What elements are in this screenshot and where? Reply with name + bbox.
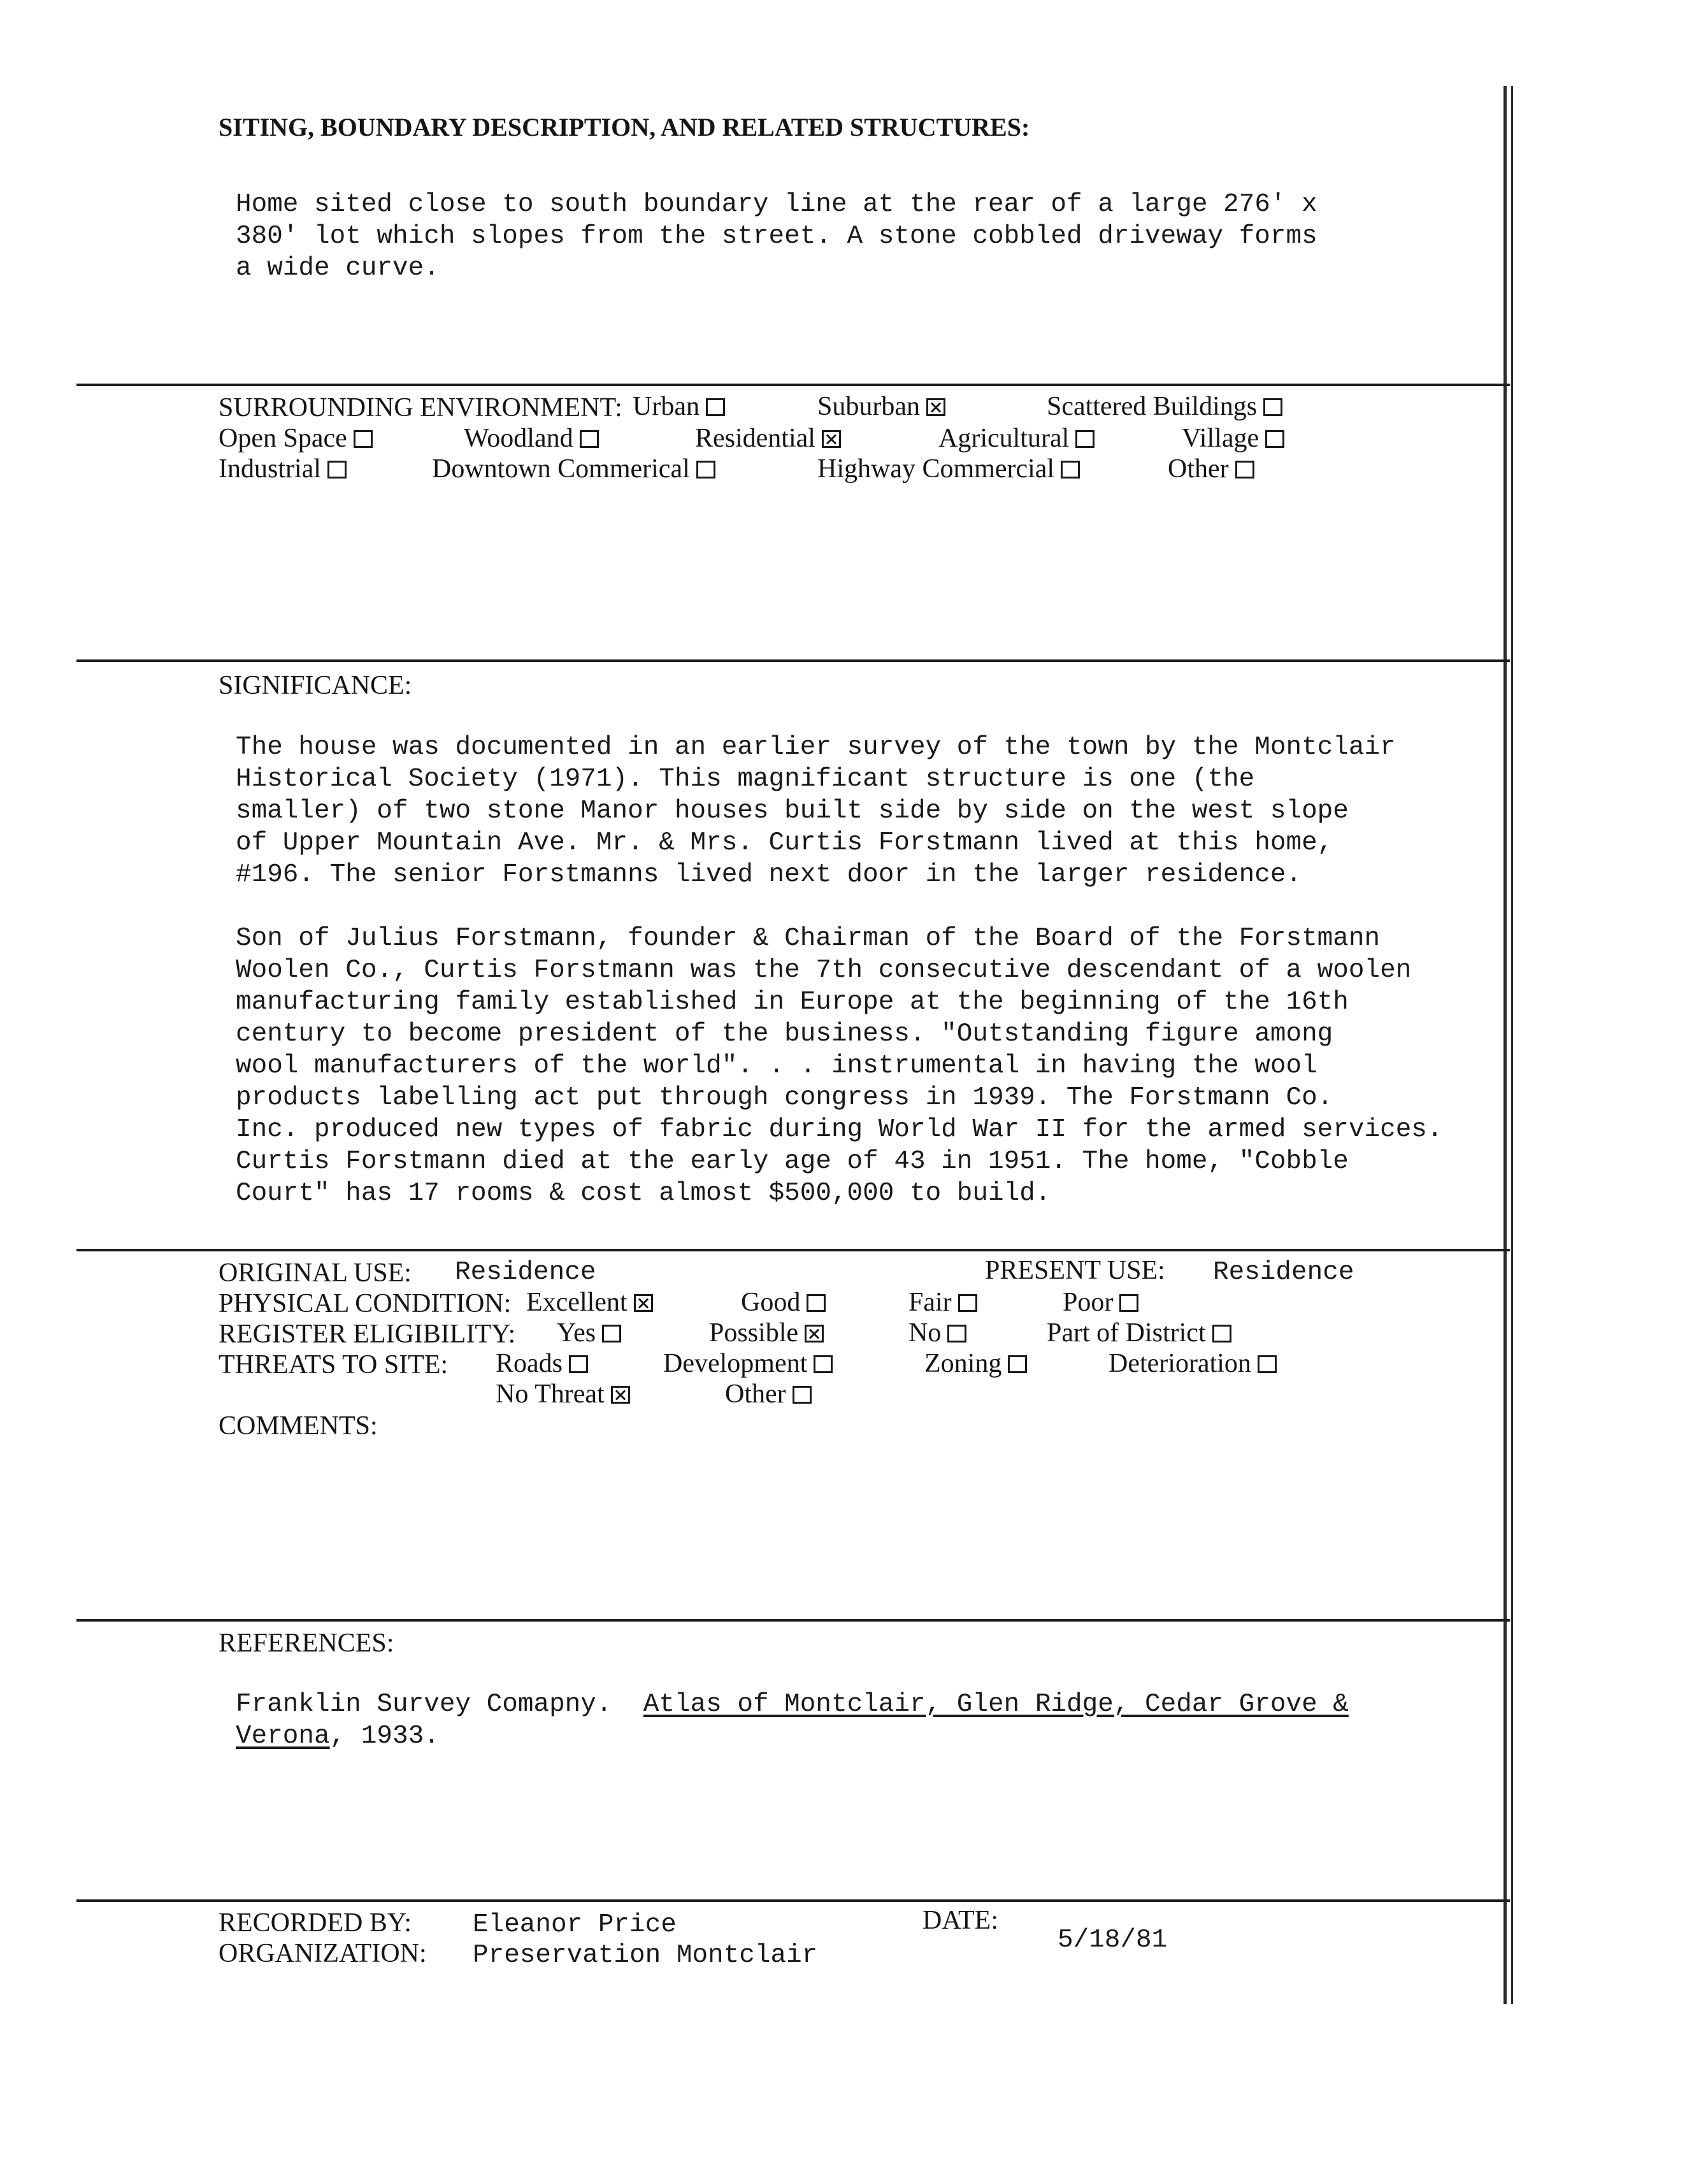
checkbox[interactable]: [602, 1325, 621, 1343]
cond-excellent-label: Excellent: [526, 1288, 628, 1317]
checkbox[interactable]: [1263, 398, 1282, 416]
threat-development[interactable]: [663, 1348, 833, 1379]
right-border-line-inner: [1511, 86, 1513, 2004]
sig-line: of Upper Mountain Ave. Mr. & Mrs. Curtis Forstmann lived at this home,: [236, 828, 1333, 858]
right-border-line: [1503, 86, 1507, 2004]
checkbox[interactable]: [569, 1355, 588, 1373]
env-open-space-label: Open Space: [219, 424, 347, 453]
threat-deterioration[interactable]: [1109, 1348, 1277, 1379]
threat-deterioration-label: Deterioration: [1109, 1349, 1251, 1378]
checkbox[interactable]: [1075, 430, 1094, 448]
env-open-space[interactable]: [219, 423, 373, 454]
date-value: 5/18/81: [1058, 1926, 1168, 1955]
checkbox[interactable]: [1235, 461, 1254, 479]
sig-line: Inc. produced new types of fabric during World War II for the armed services.: [236, 1115, 1443, 1144]
sig-line: wool manufacturers of the world". . . instrumental in having the wool: [236, 1051, 1317, 1081]
ref-year: , 1933.: [329, 1722, 440, 1751]
checkbox[interactable]: [327, 461, 347, 479]
sig-line: The house was documented in an earlier survey of the town by the Montclair: [236, 733, 1396, 762]
section-divider: [76, 1619, 1510, 1622]
env-downtown-label: Downtown Commerical: [432, 454, 690, 484]
sig-line: #196. The senior Forstmanns lived next door in the larger residence.: [236, 860, 1302, 889]
sig-line: manufacturing family established in Europe at the beginning of the 16th: [236, 988, 1349, 1017]
env-woodland-label: Woodland: [464, 424, 573, 453]
elig-district-label: Part of District: [1047, 1318, 1206, 1348]
checkbox[interactable]: [706, 398, 725, 416]
organization-label: ORGANIZATION:: [219, 1939, 427, 1968]
env-scattered[interactable]: [1047, 391, 1282, 422]
original-use-label: ORIGINAL USE:: [219, 1258, 412, 1288]
environment-heading: SURROUNDING ENVIRONMENT:: [219, 393, 622, 422]
checkbox[interactable]: [1008, 1355, 1027, 1373]
cond-fair[interactable]: [908, 1287, 977, 1318]
comments-label: COMMENTS:: [219, 1411, 378, 1441]
recorded-by-value: Eleanor Price: [473, 1910, 677, 1940]
checkbox[interactable]: [807, 1294, 826, 1312]
env-downtown[interactable]: [432, 454, 715, 484]
original-use-value: Residence: [455, 1258, 596, 1287]
threat-other-label: Other: [725, 1379, 786, 1409]
checkbox-checked[interactable]: [634, 1294, 653, 1312]
organization-value: Preservation Montclair: [473, 1941, 818, 1970]
threats-label: THREATS TO SITE:: [219, 1350, 449, 1379]
elig-possible[interactable]: [709, 1318, 824, 1348]
section-divider: [76, 1249, 1510, 1251]
env-agricultural[interactable]: [938, 423, 1094, 454]
elig-no-label: No: [908, 1318, 942, 1348]
env-suburban[interactable]: [817, 391, 945, 422]
env-village-label: Village: [1182, 424, 1259, 453]
cond-poor[interactable]: [1063, 1287, 1138, 1318]
env-industrial-label: Industrial: [219, 454, 321, 484]
recorded-by-label: RECORDED BY:: [219, 1908, 412, 1938]
eligibility-label: REGISTER ELIGIBILITY:: [219, 1320, 516, 1349]
env-village[interactable]: [1182, 423, 1284, 454]
sig-line: Historical Society (1971). This magnificant structure is one (the: [236, 765, 1255, 794]
siting-line: Home sited close to south boundary line at the rear of a large 276' x: [236, 190, 1317, 219]
threat-no-threat-label: No Threat: [496, 1379, 605, 1409]
ref-line-1: [236, 1688, 1349, 1720]
env-residential-label: Residential: [695, 424, 815, 453]
references-heading: REFERENCES:: [219, 1629, 394, 1658]
checkbox[interactable]: [1061, 461, 1080, 479]
significance-text: [236, 731, 1443, 1209]
checkbox[interactable]: [354, 430, 373, 448]
ref-author: Franklin Survey Comapny.: [236, 1690, 643, 1719]
references-text: [236, 1688, 1349, 1752]
sig-line: smaller) of two stone Manor houses built side by side on the west slope: [236, 796, 1349, 826]
section-divider: [76, 659, 1510, 662]
env-agricultural-label: Agricultural: [938, 424, 1070, 453]
checkbox[interactable]: [793, 1386, 812, 1404]
threat-other[interactable]: [725, 1379, 812, 1409]
siting-line: a wide curve.: [236, 254, 440, 283]
checkbox-checked[interactable]: [805, 1325, 824, 1343]
threat-zoning[interactable]: [924, 1348, 1027, 1379]
env-highway[interactable]: [817, 454, 1080, 484]
section-divider: [76, 1899, 1510, 1902]
cond-fair-label: Fair: [908, 1288, 952, 1317]
checkbox[interactable]: [580, 430, 599, 448]
checkbox-checked[interactable]: [926, 398, 945, 416]
checkbox[interactable]: [1265, 430, 1284, 448]
present-use-label: PRESENT USE:: [985, 1256, 1165, 1285]
threat-development-label: Development: [663, 1349, 808, 1378]
env-urban-label: Urban: [633, 392, 700, 421]
cond-excellent[interactable]: [526, 1287, 653, 1318]
sig-line: products labelling act put through congress in 1939. The Forstmann Co.: [236, 1083, 1333, 1112]
ref-title-cont: Verona: [236, 1722, 330, 1751]
checkbox-checked[interactable]: [611, 1386, 630, 1404]
sig-line: century to become president of the business. "Outstanding figure among: [236, 1019, 1333, 1049]
checkbox[interactable]: [947, 1325, 966, 1343]
ref-title: Atlas of Montclair, Glen Ridge, Cedar Grove &: [643, 1690, 1349, 1719]
threat-roads-label: Roads: [496, 1349, 563, 1378]
env-suburban-label: Suburban: [817, 392, 920, 421]
sig-line: Court" has 17 rooms & cost almost $500,000 to build.: [236, 1179, 1051, 1208]
checkbox[interactable]: [696, 461, 715, 479]
elig-district[interactable]: [1047, 1318, 1231, 1348]
cond-good[interactable]: [741, 1287, 826, 1318]
checkbox[interactable]: [1212, 1325, 1231, 1343]
ref-line-2: [236, 1720, 1349, 1752]
env-other[interactable]: [1168, 454, 1254, 484]
condition-label: PHYSICAL CONDITION:: [219, 1289, 512, 1318]
env-urban[interactable]: [633, 391, 725, 422]
threat-roads[interactable]: [496, 1348, 588, 1379]
siting-line: 380' lot which slopes from the street. A stone cobbled driveway forms: [236, 222, 1317, 251]
cond-poor-label: Poor: [1063, 1288, 1114, 1317]
sig-line: Woolen Co., Curtis Forstmann was the 7th consecutive descendant of a woolen: [236, 956, 1412, 985]
env-woodland[interactable]: [464, 423, 599, 454]
elig-possible-label: Possible: [709, 1318, 799, 1348]
elig-yes-label: Yes: [557, 1318, 596, 1348]
sig-line: Curtis Forstmann died at the early age of 43 in 1951. The home, "Cobble: [236, 1147, 1349, 1176]
significance-heading: SIGNIFICANCE:: [219, 671, 412, 700]
date-label: DATE:: [922, 1906, 998, 1935]
checkbox[interactable]: [1119, 1294, 1138, 1312]
elig-yes[interactable]: [557, 1318, 621, 1348]
cond-good-label: Good: [741, 1288, 801, 1317]
elig-no[interactable]: [908, 1318, 966, 1348]
checkbox[interactable]: [814, 1355, 833, 1373]
env-scattered-label: Scattered Buildings: [1047, 392, 1258, 421]
env-highway-label: Highway Commercial: [817, 454, 1055, 484]
sig-line: Son of Julius Forstmann, founder & Chairman of the Board of the Forstmann: [236, 924, 1381, 953]
siting-text: [236, 189, 1317, 284]
checkbox[interactable]: [958, 1294, 977, 1312]
threat-no-threat[interactable]: [496, 1379, 630, 1409]
threat-zoning-label: Zoning: [924, 1349, 1002, 1378]
section-divider: [76, 384, 1510, 386]
checkbox[interactable]: [1258, 1355, 1277, 1373]
siting-heading: SITING, BOUNDARY DESCRIPTION, AND RELATED STRUCTURES:: [219, 113, 1030, 141]
checkbox-checked[interactable]: [822, 430, 841, 448]
env-other-label: Other: [1168, 454, 1229, 484]
present-use-value: Residence: [1213, 1258, 1354, 1287]
env-industrial[interactable]: [219, 454, 347, 484]
env-residential[interactable]: [695, 423, 841, 454]
